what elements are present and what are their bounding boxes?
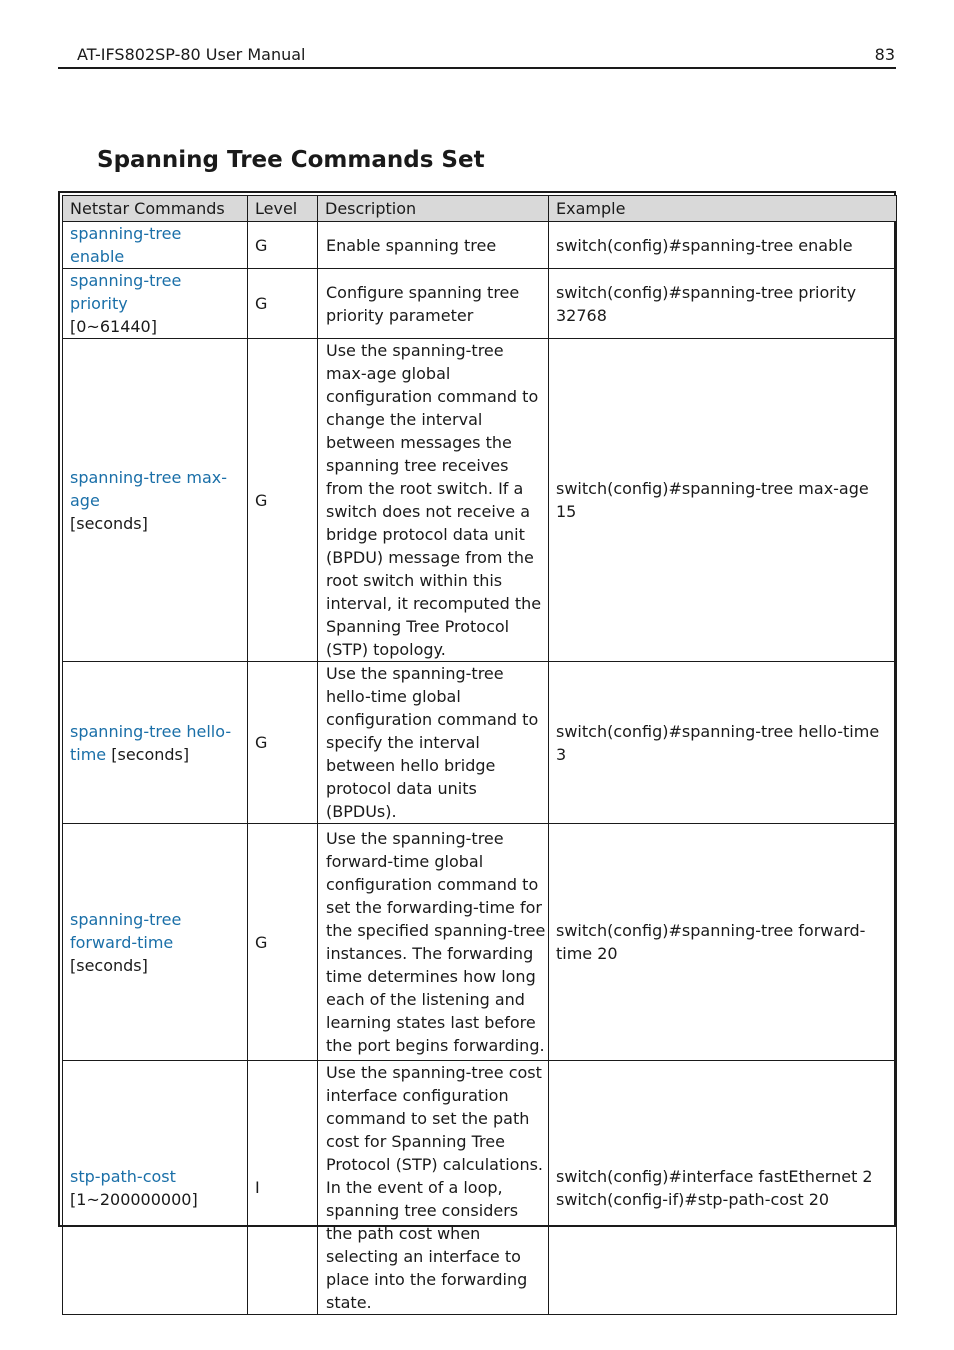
level-cell: G bbox=[248, 269, 318, 339]
example-line: switch(config)#spanning-tree hello-time 3 bbox=[556, 721, 880, 764]
description-cell: Configure spanning tree priority parameter bbox=[318, 269, 549, 339]
command-argument: [1~200000000] bbox=[70, 1189, 198, 1209]
command-name: spanning-tree hello-time bbox=[70, 721, 232, 764]
column-header-commands: Netstar Commands bbox=[63, 196, 248, 222]
page-header bbox=[77, 44, 895, 66]
level-cell: G bbox=[248, 222, 318, 269]
example-cell bbox=[549, 662, 897, 824]
column-header-description: Description bbox=[318, 196, 549, 222]
command-name: spanning-tree max-age bbox=[70, 467, 227, 510]
example-cell bbox=[549, 1061, 897, 1315]
example-line: switch(config)#interface fastEthernet 2 bbox=[556, 1166, 873, 1186]
example-line: switch(config-if)#stp-path-cost 20 bbox=[556, 1189, 830, 1209]
example-line: switch(config)#spanning-tree max-age 15 bbox=[556, 479, 869, 521]
command-name: spanning-tree enable bbox=[70, 224, 182, 266]
table-row bbox=[63, 662, 897, 824]
example-line: switch(config)#spanning-tree forward-time 20 bbox=[556, 921, 866, 963]
example-cell bbox=[549, 222, 897, 269]
description-cell: Use the spanning-tree forward-time global configuration command to set the forwarding-time for the specified spanning-tree instances. The forwarding time determines how long each of the listening and learning states last before the port begins forwarding. bbox=[318, 824, 549, 1061]
page-number: 83 bbox=[874, 45, 895, 64]
table-row bbox=[63, 269, 897, 339]
command-argument: [0~61440] bbox=[70, 317, 157, 336]
section-title: Spanning Tree Commands Set bbox=[97, 147, 485, 173]
command-name: stp-path-cost bbox=[70, 1166, 176, 1186]
description-cell: Use the spanning-tree hello-time global configuration command to specify the interval between hello bridge protocol data units (BPDUs). bbox=[318, 662, 549, 824]
table-row bbox=[63, 222, 897, 269]
example-cell bbox=[549, 269, 897, 339]
commands-table bbox=[62, 195, 897, 1315]
column-header-example: Example bbox=[549, 196, 897, 222]
table-row bbox=[63, 339, 897, 662]
command-cell bbox=[63, 339, 248, 662]
example-cell bbox=[549, 824, 897, 1061]
table-row bbox=[63, 824, 897, 1061]
command-cell bbox=[63, 1061, 248, 1315]
header-rule bbox=[58, 67, 896, 69]
description-cell: Enable spanning tree bbox=[318, 222, 549, 269]
level-cell: I bbox=[248, 1061, 318, 1315]
table-row bbox=[63, 1061, 897, 1315]
level-cell: G bbox=[248, 339, 318, 662]
commands-table-frame bbox=[58, 191, 896, 1312]
command-cell bbox=[63, 222, 248, 269]
command-argument: [seconds] bbox=[70, 955, 148, 975]
command-argument: [seconds] bbox=[70, 513, 148, 533]
example-line: switch(config)#spanning-tree enable bbox=[556, 235, 853, 255]
column-header-level: Level bbox=[248, 196, 318, 222]
level-cell: G bbox=[248, 662, 318, 824]
command-cell bbox=[63, 269, 248, 339]
command-cell bbox=[63, 662, 248, 824]
command-name: spanning-tree priority bbox=[70, 271, 182, 313]
manual-title: AT-IFS802SP-80 User Manual bbox=[77, 45, 306, 64]
example-cell bbox=[549, 339, 897, 662]
description-cell: Use the spanning-tree cost interface configuration command to set the path cost for Spanning Tree Protocol (STP) calculations. In the event of a loop, spanning tree considers the path cost when selecting an interface to place into the forwarding state. bbox=[318, 1061, 549, 1315]
command-argument: [seconds] bbox=[111, 744, 190, 764]
level-cell: G bbox=[248, 824, 318, 1061]
command-cell bbox=[63, 824, 248, 1061]
example-line: switch(config)#spanning-tree priority 32768 bbox=[556, 282, 857, 325]
table-header-row bbox=[63, 196, 897, 222]
description-cell: Use the spanning-tree max-age global configuration command to change the interval between messages the spanning tree receives from the root switch. If a switch does not receive a bridge protocol data unit (BPDU) message from the root switch within this interval, it recomputed the Spanning Tree Protocol (STP) topology. bbox=[318, 339, 549, 662]
command-name: spanning-tree forward-time bbox=[70, 909, 182, 952]
